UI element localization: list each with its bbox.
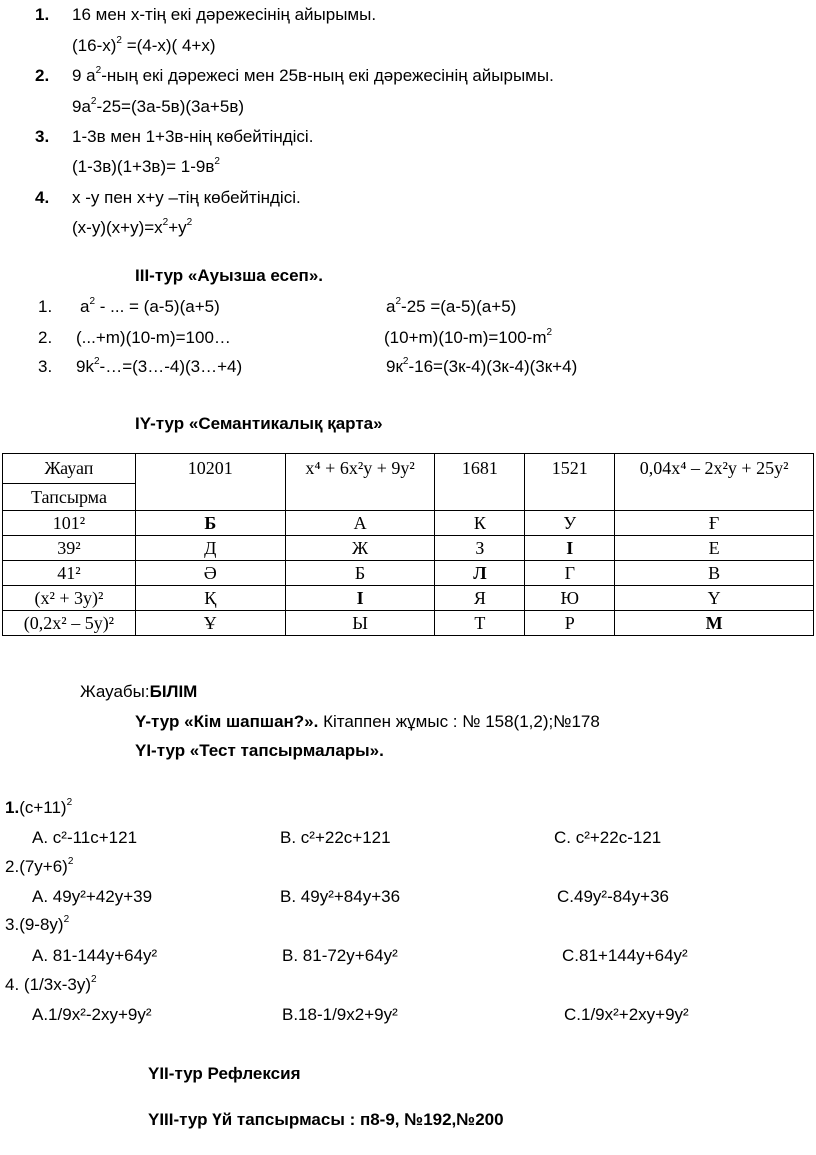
item-number: 1. — [35, 5, 50, 24]
cell-letter: А — [285, 511, 435, 536]
cell-letter: З — [435, 536, 525, 561]
cell-letter: Б — [285, 561, 435, 586]
task-formula: $(1-3в)(1+3в)= 1-9в^2$ — [72, 156, 220, 176]
col-value: 1521 — [525, 454, 615, 511]
cell-letter: І — [285, 586, 435, 611]
section-title-part7: YІІ-тур Рефлексия — [148, 1064, 301, 1083]
test-question: $1.(с+11)^2$ — [5, 797, 73, 817]
table-row — [3, 561, 814, 586]
oral-question: $а^2$ - ... = (а-5)(а+5) — [80, 296, 220, 316]
test-question: 4. $(1/3х-3у)^2$ — [5, 974, 97, 994]
test-question: $2.(7у+6)^2$ — [5, 856, 74, 876]
semantic-map-table — [2, 453, 814, 636]
test-option-c: С.49у²-84у+36 — [557, 887, 669, 906]
oral-answer: $а^2-25 =(а-5)(а+5)$ — [386, 296, 517, 316]
section-title-part3: ІІІ-тур «Ауызша есеп». — [135, 266, 324, 285]
table-row — [3, 536, 814, 561]
test-option-c: С.81+144у+64у² — [562, 946, 688, 965]
answer-line: Жауабы:БІЛІМ — [80, 682, 198, 701]
test-option-c: С. с²+22с-121 — [554, 828, 662, 847]
cell-letter: Т — [435, 611, 525, 636]
cell-letter: Ы — [285, 611, 435, 636]
col-value: х⁴ + 6х²у + 9у² — [285, 454, 435, 511]
table-row — [3, 586, 814, 611]
section-title-part6: YІ-тур «Тест тапсырмалары». — [135, 741, 384, 760]
item-number: 3. — [35, 127, 50, 146]
table-row — [3, 611, 814, 636]
cell-letter: Р — [525, 611, 615, 636]
item-number: 3. — [38, 357, 53, 376]
col-value: 10201 — [135, 454, 285, 511]
cell-letter: Ю — [525, 586, 615, 611]
table-row — [3, 511, 814, 536]
oral-answer: $(10+m)(10-m)=100-m^2$ — [384, 327, 553, 347]
oral-question: (...+m)(10-m)=100… — [76, 328, 231, 347]
cell-letter: Д — [135, 536, 285, 561]
cell-letter: Б — [135, 511, 285, 536]
cell-letter: Ә — [135, 561, 285, 586]
test-option-c: С.1/9х²+2ху+9у² — [564, 1005, 689, 1024]
section-part5: Y-тур «Кім шапшан?». Кітаппен жұмыс : № 158(1,2);№178 — [135, 712, 600, 731]
cell-letter: Е — [615, 536, 814, 561]
cell-letter: К — [435, 511, 525, 536]
row-task: 41² — [3, 561, 136, 586]
test-option-a: А.1/9х²-2ху+9у² — [32, 1005, 152, 1024]
item-number: 2. — [38, 328, 53, 347]
item-number: 4. — [35, 188, 50, 207]
task-text: 16 мен х-тің екі дәрежесінің айырымы. — [72, 5, 377, 24]
row-task: 39² — [3, 536, 136, 561]
test-option-b: В. с²+22с+121 — [280, 828, 391, 847]
task-formula: $(16-х)^2 =(4-х)$( 4+х) — [72, 35, 216, 55]
row-task: 101² — [3, 511, 136, 536]
cell-letter: Ж — [285, 536, 435, 561]
cell-letter: Қ — [135, 586, 285, 611]
cell-letter: Г — [525, 561, 615, 586]
row-task: (х² + 3у)² — [3, 586, 136, 611]
task-text: х -у пен х+у –тің көбейтіндісі. — [72, 188, 301, 207]
row-task: (0,2х² – 5у)² — [3, 611, 136, 636]
test-option-b: В. 81-72у+64у² — [282, 946, 398, 965]
table-header-row — [3, 454, 814, 484]
test-question: $3.(9-8у)^2$ — [5, 914, 70, 934]
oral-question: $9k^2-\dots=(3\dots-4)(3\dots+4)$ — [76, 356, 243, 376]
test-option-a: А. 49у²+42у+39 — [32, 887, 153, 906]
item-number: 1. — [38, 297, 53, 316]
header-answer: Жауап — [3, 454, 136, 484]
cell-letter: І — [525, 536, 615, 561]
col-value: 1681 — [435, 454, 525, 511]
test-option-a: А. 81-144у+64у² — [32, 946, 158, 965]
cell-letter: Ұ — [135, 611, 285, 636]
test-option-b: В. 49у²+84у+36 — [280, 887, 401, 906]
item-number: 2. — [35, 66, 50, 85]
task-formula: $(х-у)(х+у)=х^2+у^2$ — [72, 217, 193, 237]
section-title-part8: YІІІ-тур Үй тапсырмасы : п8-9, №192,№200 — [148, 1110, 504, 1129]
cell-letter: Ү — [615, 586, 814, 611]
cell-letter: В — [615, 561, 814, 586]
task-formula: $9а^2-25=(3а-5в)(3а+5в)$ — [72, 96, 245, 116]
cell-letter: Ғ — [615, 511, 814, 536]
cell-letter: М — [615, 611, 814, 636]
task-text: 9 $а^2$-ның екі дәрежесі мен 25в-ның екі дәрежесінің айырымы. — [72, 65, 554, 85]
test-option-b: В.18-1/9х2+9у² — [282, 1005, 398, 1024]
cell-letter: У — [525, 511, 615, 536]
oral-answer: $9к^2-16=(3к-4)(3к-4)(3к+4)$ — [386, 356, 578, 376]
task-text: 1-3в мен 1+3в-нің көбейтіндісі. — [72, 127, 314, 146]
test-option-a: А. с²-11с+121 — [32, 828, 138, 847]
cell-letter: Я — [435, 586, 525, 611]
section-title-part4: ІY-тур «Семантикалық қарта» — [135, 414, 383, 433]
col-value: 0,04х⁴ – 2х²у + 25у² — [615, 454, 814, 511]
header-task: Тапсырма — [3, 484, 136, 511]
cell-letter: Л — [435, 561, 525, 586]
